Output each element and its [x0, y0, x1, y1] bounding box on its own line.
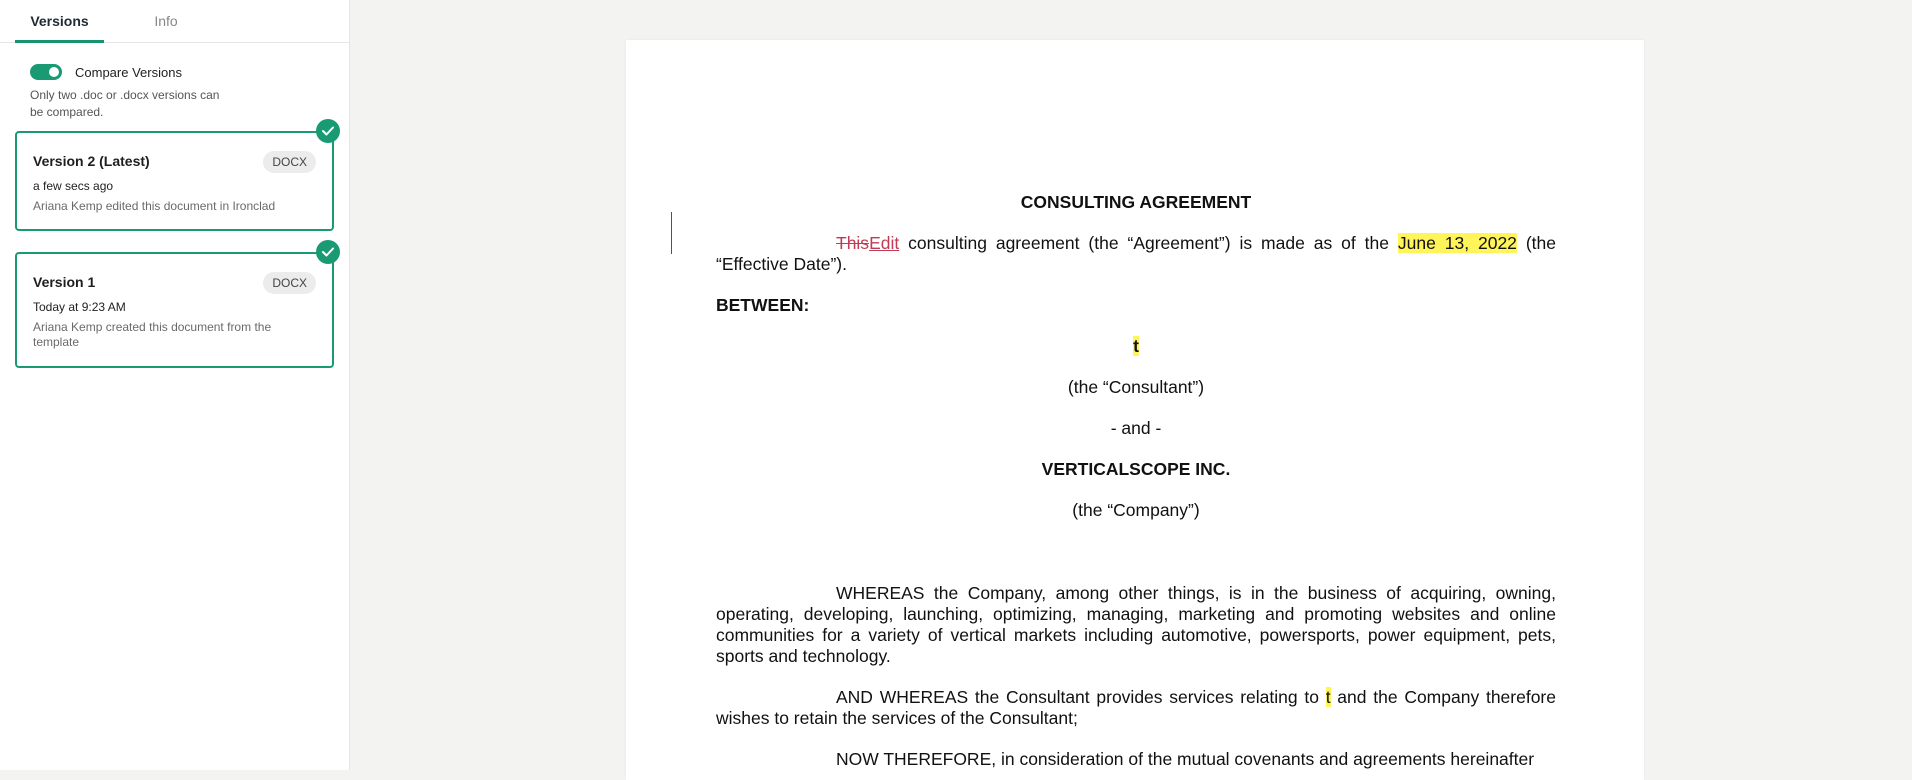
selected-check-icon [316, 119, 340, 143]
version-description: Ariana Kemp edited this document in Ironclad [33, 199, 276, 213]
document-page [626, 40, 1644, 780]
effective-date: June 13, 2022 [1397, 233, 1517, 253]
document-title: CONSULTING AGREEMENT [1020, 192, 1252, 212]
compare-versions-toggle[interactable] [30, 64, 62, 80]
version-description: Ariana Kemp created this document from the template [33, 320, 272, 349]
party2-name: VERTICALSCOPE INC. [1041, 459, 1231, 479]
intro-text-b: (the “Effective Date”). [716, 233, 1556, 274]
change-marker [671, 212, 672, 254]
whereas-paragraph-1: WHEREAS the Company, among other things, is in the business of acquiring, owning, operating, developing, launching, optimizing, managing, marketing and promoting websites and online communities for a variety of vertical markets including automotive, powersports, power equipment, pets, sports and technology. [716, 583, 1556, 666]
file-type-badge: DOCX [263, 151, 316, 173]
intro-text-a: consulting agreement (the “Agreement”) is made as of the [899, 233, 1398, 253]
selected-check-icon [316, 240, 340, 264]
services-placeholder: t [1325, 687, 1331, 707]
compare-versions-row [30, 62, 182, 82]
now-therefore-paragraph: NOW THEREFORE, in consideration of the mutual covenants and agreements hereinafter [836, 749, 1535, 769]
whereas2-text-a: AND WHEREAS the Consultant provides services relating to [836, 687, 1326, 707]
deleted-text: This [836, 233, 870, 253]
toggle-knob [49, 67, 59, 77]
version-sidebar [0, 0, 350, 770]
compare-versions-label: Compare Versions [75, 64, 182, 80]
tab-info[interactable]: Info [154, 13, 178, 29]
active-tab-indicator [15, 40, 104, 43]
version-title: Version 1 [33, 274, 96, 290]
inserted-text: Edit [869, 233, 900, 253]
party1-name [716, 336, 1556, 357]
party1-role: (the “Consultant”) [1067, 377, 1205, 397]
tab-versions[interactable]: Versions [30, 13, 89, 29]
file-type-badge: DOCX [263, 272, 316, 294]
version-title: Version 2 (Latest) [33, 153, 150, 169]
sidebar-tabs [0, 0, 349, 43]
version-card-2[interactable] [15, 131, 334, 231]
whereas2-text-b: and the Company therefore wishes to retain the services of the Consultant; [716, 687, 1556, 728]
version-time: a few secs ago [33, 179, 114, 193]
version-time: Today at 9:23 AM [33, 300, 126, 314]
version-card-1[interactable] [15, 252, 334, 368]
whereas-paragraph-2 [716, 687, 1556, 729]
and-separator: - and - [1110, 418, 1162, 438]
consultant-placeholder: t [1133, 336, 1139, 356]
compare-hint: Only two .doc or .docx versions can be compared. [30, 88, 220, 119]
intro-paragraph [716, 233, 1556, 275]
party2-role: (the “Company”) [1072, 500, 1200, 520]
between-heading: BETWEEN: [716, 295, 810, 315]
